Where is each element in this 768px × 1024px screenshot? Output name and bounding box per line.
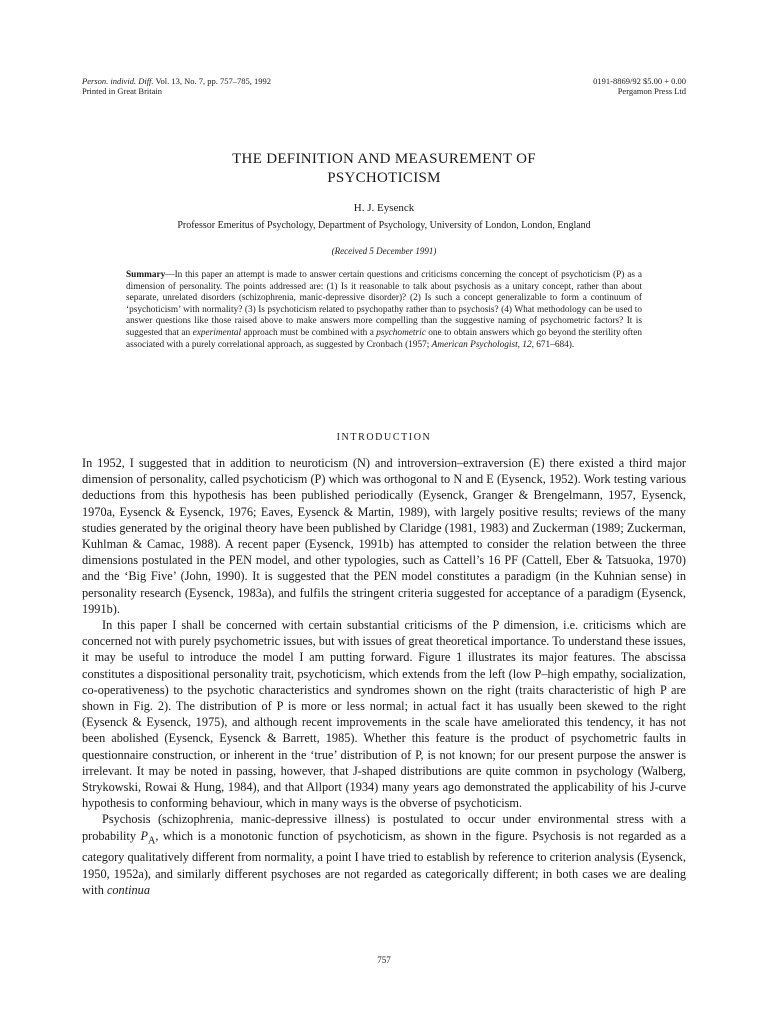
paper-title [0,150,768,188]
printed-in: Printed in Great Britain [82,86,163,96]
p3-italic: continua [106,882,150,897]
p3-prob-symbol: P [140,828,149,843]
summary-text-4: 671–684). [533,339,575,350]
summary-lead: Summary [126,270,166,280]
body-text [82,455,686,898]
summary-text-2: approach must be combined with a [241,327,377,338]
summary-italic-3: American Psychologist, 12, [431,339,534,350]
running-header-right [593,76,686,96]
p3-text-a: Psychosis (schizophrenia, manic-depressive illness) is postulated to occur under environmental stress with a probability [82,812,686,843]
journal-name: Person. individ. Diff. [82,76,154,86]
summary-text-1: —In this paper an attempt is made to answer certain questions and criticisms concerning the concept of psychoticism (P) as a dimension of personality. The points addressed are: (1) Is it reasonable to talk about psychosis as a unitary concept, rather than about separate, unrelated disorders (schizophrenia, manic-depressive disorder)? (2) Is such a concept generalizable to form a continuum of ‘psychoticism’ with normality? (3) Is psychoticism related to psychopathy rather than to psychosis? (4) What methodology can be used to answer questions like those raised above to make answers more compelling than the suggestive naming of psychometric factors? It is suggested that an [126,270,642,338]
p3-prob-subscript: A [148,835,156,847]
author: H. J. Eysenck [353,202,415,214]
summary-abstract [126,270,642,351]
summary-italic-1: experimental [192,327,242,338]
paragraph-2: In this paper I shall be concerned with certain substantial criticisms of the P dimension, i.e. criticisms which are concerned not with purely psychometric issues, but with issues of great theoretical importance. To understand these issues, it may be useful to introduce the model I am putting forward. Figure 1 illustrates its major features. The abscissa constitutes a dispositional personality trait, psychoticism, which extends from the left (low P–high empathy, socialization, co-operativeness) to the psychotic characteristics and syndromes shown on the right (traits characteristic of high P are shown in Fig. 2). The distribution of P is more or less normal; in actual fact it has usually been skewed to the right (Eysenck & Eysenck, 1975), and although recent improvements in the scale have ameliorated this tendency, it has not been abolished (Eysenck, Eysenck & Barrett, 1985). Whether this feature is the product of psychometric faults in questionnaire construction, or inherent in the ‘true’ distribution of P, is not known; for our present purpose the answer is irrelevant. It may be noted in passing, however, that J-shaped distributions are quite common in psychology (Walberg, Strykowski, Rowai & Hung, 1984), and that Allport (1934) many years ago demonstrated the applicability of his J-curve hypothesis to conforming behaviour, which in many ways is the obverse of psychoticism. [82,618,686,811]
section-heading: INTRODUCTION [336,432,432,443]
title-line-2: PSYCHOTICISM [327,170,441,186]
paragraph-3 [82,811,686,897]
running-header-left [82,76,271,96]
summary-text-3: one to obtain answers which go beyond the sterility often associated with a purely correlational approach, as suggested by Cronbach (1957; [126,327,642,350]
issn-price: 0191-8869/92 $5.00 + 0.00 [593,76,686,86]
citation: Vol. 13, No. 7, pp. 757–785, 1992 [153,76,272,86]
received-date: (Received 5 December 1991) [331,246,437,256]
page-number: 757 [377,955,391,965]
p3-text-b: , which is a monotonic function of psychoticism, as shown in the figure. Psychosis is not regarded as a category qualitatively different from normality, a point I have tried to establish by reference to criterion analysis (Eysenck, 1950, 1952a), and similarly different psychoses are not regarded as categorically different; in both cases we are dealing with [82,828,686,897]
paragraph-1: In 1952, I suggested that in addition to neuroticism (N) and introversion–extraversion (E) there existed a third major dimension of personality, called psychoticism (P) which was orthogonal to N and E (Eysenck, 1952). Work testing various deductions from this hypothesis has been published periodically (Eysenck, Granger & Brengelmann, 1957, Eysenck, 1970a, Eysenck & Eysenck, 1976; Eaves, Eysenck & Martin, 1989), with largely positive results; reviews of the many studies generated by the original theory have been published by Claridge (1981, 1983) and Zuckerman (1989; Zuckerman, Kuhlman & Camac, 1988). A recent paper (Eysenck, 1991b) has attempted to consider the relation between the three dimensions postulated in the PEN model, and other typologies, such as Cattell’s 16 PF (Cattell, Eber & Tatsuoka, 1970) and the ‘Big Five’ (John, 1990). It is suggested that the PEN model constitutes a paradigm (in the Kuhnian sense) in personality research (Eysenck, 1983a), and fulfils the stringent criteria suggested for acceptance of a paradigm (Eysenck, 1991b). [82,456,686,616]
affiliation: Professor Emeritus of Psychology, Department of Psychology, University of London, London, England [177,220,591,231]
title-line-1: THE DEFINITION AND MEASUREMENT OF [232,151,536,167]
summary-italic-2: psychometric [376,327,426,338]
publisher: Pergamon Press Ltd [617,86,686,96]
